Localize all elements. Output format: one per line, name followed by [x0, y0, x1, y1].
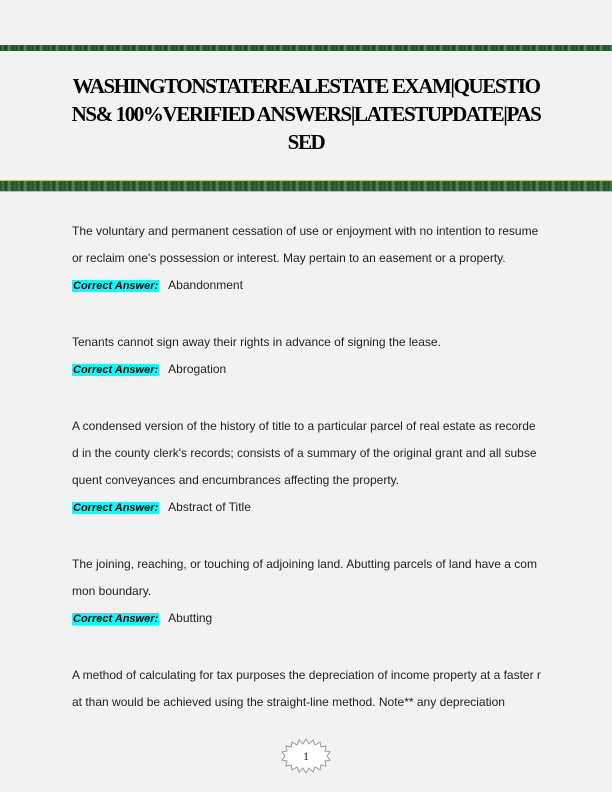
- answer-line: [72, 494, 542, 522]
- question-text: The voluntary and permanent cessation of use or enjoyment with no intention to resume or reclaim one's possession or interest. May pertain to an easement or a property.: [72, 224, 539, 265]
- correct-answer-label: Correct Answer:: [73, 280, 159, 292]
- correct-answer-label: Correct Answer:: [73, 364, 159, 376]
- header-top-band: [0, 45, 612, 51]
- question-text: A method of calculating for tax purposes the depreciation of income property at a faster rat than would be achieved using the straight-line method. Note** any depreciation: [72, 668, 541, 709]
- correct-answer-label: Correct Answer:: [73, 613, 159, 625]
- qa-entry: [72, 218, 542, 300]
- answer-text: Abandonment: [168, 278, 243, 292]
- header-bottom-band: [0, 180, 612, 192]
- qa-entry: [72, 329, 542, 384]
- answer-text: Abstract of Title: [168, 500, 251, 514]
- question-text: The joining, reaching, or touching of adjoining land. Abutting parcels of land have a common boundary.: [72, 557, 537, 598]
- answer-text: Abutting: [168, 611, 213, 625]
- answer-line: [72, 605, 542, 633]
- qa-list: [72, 218, 542, 745]
- answer-line: [72, 272, 542, 300]
- qa-entry: [72, 413, 542, 522]
- answer-line: [72, 356, 542, 384]
- qa-entry: [72, 551, 542, 633]
- correct-answer-label: Correct Answer:: [73, 502, 159, 514]
- answer-text: Abrogation: [168, 362, 227, 376]
- question-text: A condensed version of the history of title to a particular parcel of real estate as recorded in the county clerk's records; consists of a summary of the original grant and all subsequent conveyances and encumbrances affecting the property.: [72, 419, 537, 487]
- document-title: WASHINGTONSTATEREALESTATE EXAM|QUESTIONS& 100%VERIFIED ANSWERS|LATESTUPDATE|PASSED: [71, 74, 541, 154]
- question-text: Tenants cannot sign away their rights in advance of signing the lease.: [72, 335, 441, 349]
- page-number-badge: [281, 738, 331, 774]
- page-number: 1: [303, 749, 309, 763]
- qa-entry: [72, 662, 542, 716]
